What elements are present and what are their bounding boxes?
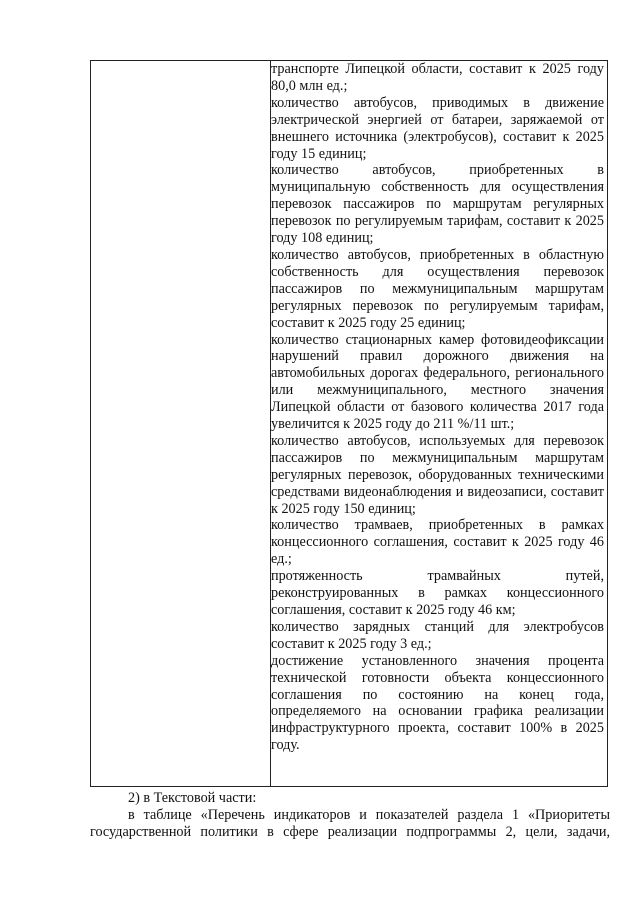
cell-paragraph: количество зарядных станций для электробусов составит к 2025 году 3 ед.;	[271, 618, 604, 652]
body-paragraph-line: в таблице «Перечень индикаторов и показателей раздела 1 «Приоритеты	[128, 807, 610, 823]
body-paragraph-line: государственной политики в сфере реализации подпрограммы 2, цели, задачи,	[90, 824, 610, 840]
cell-paragraph: количество автобусов, приводимых в движение электрической энергией от батареи, заряжаемой от внешнего источника (электробусов), составит к 2025 году 15 единиц;	[271, 94, 604, 162]
cell-paragraph: количество автобусов, приобретенных в областную собственность для осуществления перевозок пассажиров по межмуниципальным маршрутам регулярных перевозок по регулируемым тарифам, составит к 2025 году 25 единиц;	[271, 246, 604, 331]
cell-paragraph: количество стационарных камер фотовидеофиксации нарушений правил дорожного движения на автомобильных дорогах федерального, регионального или межмуниципального, местного значения Липецкой области от базового количества 2017 года увеличится к 2025 году до 211 %/11 шт.;	[271, 331, 604, 433]
cell-paragraph: достижение установленного значения процента технической готовности объекта концессионного соглашения по состоянию на конец года, определяемого на основании графика реализации инфраструктурного проекта, составит 100% в 2025 году.	[271, 652, 604, 754]
cell-paragraph: протяженность трамвайных путей, реконструированных в рамках концессионного соглашения, составит к 2025 году 46 км;	[271, 568, 604, 618]
cell-paragraph: транспорте Липецкой области, составит к 2025 году 80,0 млн ед.;	[271, 61, 604, 94]
table-right-cell	[271, 61, 604, 754]
section-heading: 2) в Текстовой части:	[128, 790, 257, 806]
cell-paragraph: количество трамваев, приобретенных в рамках концессионного соглашения, составит к 2025 году 46 ед.;	[271, 517, 604, 568]
cell-paragraph: количество автобусов, используемых для перевозок пассажиров по межмуниципальным маршрутам регулярных перевозок, оборудованных техническими средствами видеонаблюдения и видеозаписи, составит к 2025 году 150 единиц;	[271, 432, 604, 517]
cell-paragraph: количество автобусов, приобретенных в муниципальную собственность для осуществления перевозок пассажиров по маршрутам регулярных перевозок по регулируемым тарифам, составит к 2025 году 108 единиц;	[271, 162, 604, 247]
document-body	[90, 790, 610, 841]
